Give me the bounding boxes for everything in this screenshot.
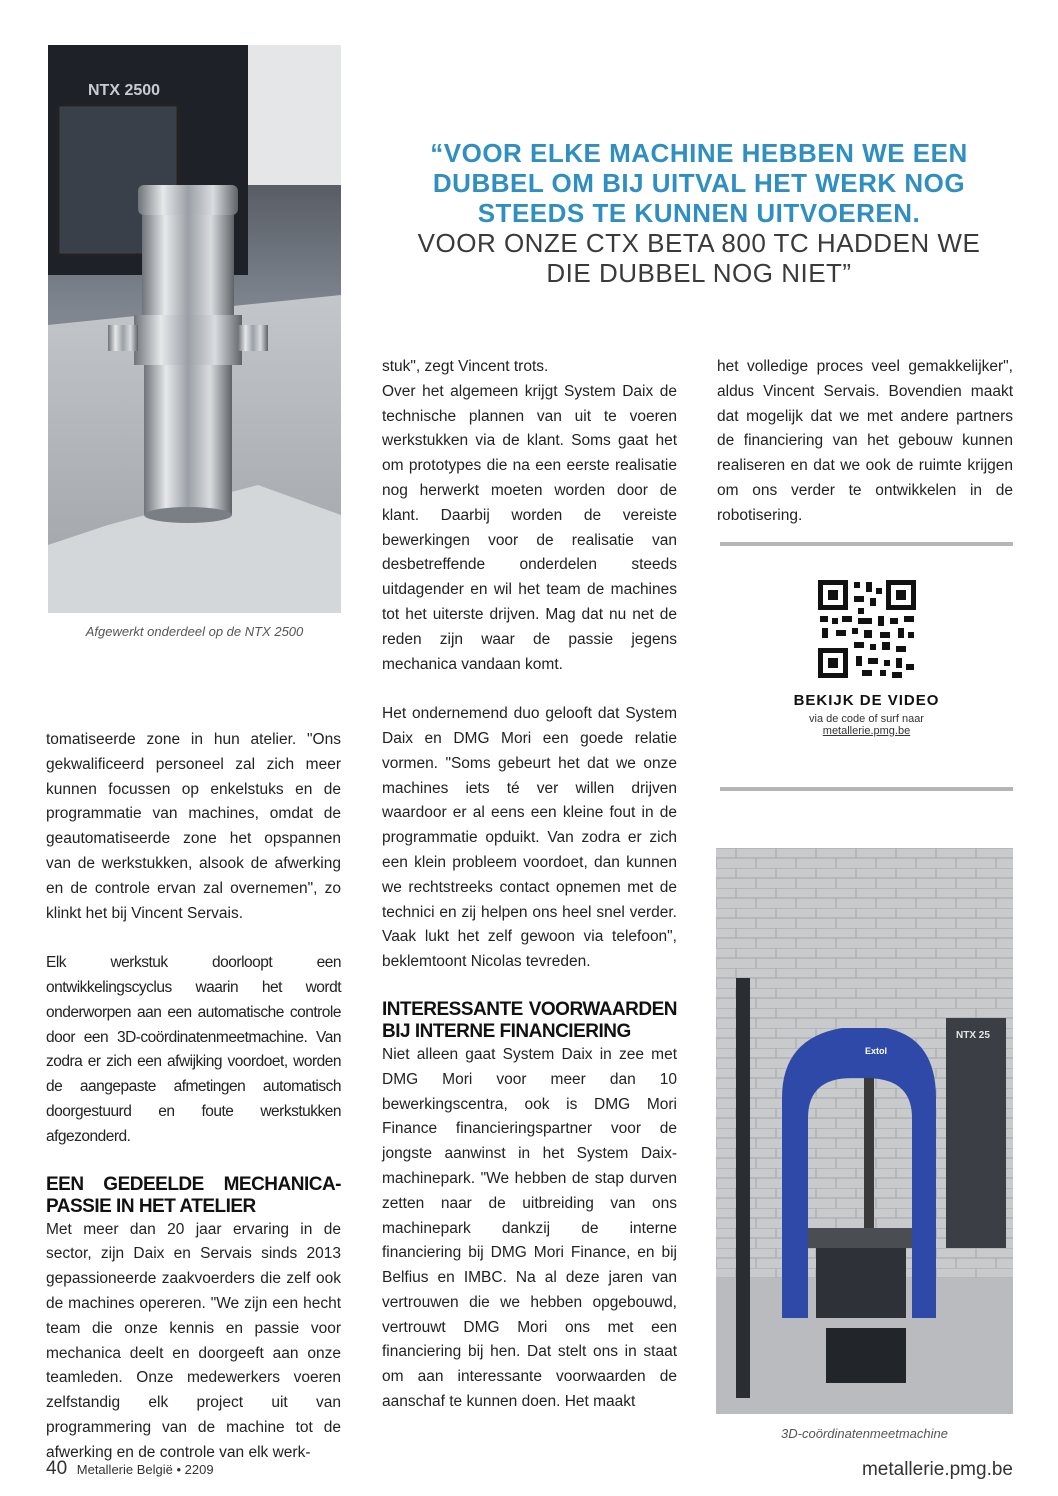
brand-label: Extol (864, 1046, 888, 1056)
page-number: 40 (46, 1458, 68, 1479)
photo-caption-right: 3D-coördinatenmeetmachine (781, 1426, 948, 1441)
video-title: BEKIJK DE VIDEO (793, 692, 940, 709)
machined-part-illustration (48, 45, 341, 613)
col1-paragraph-1: tomatiseerde zone in hun atelier. "Ons gekwalificeerd personeel zal zich meer kunnen focussen op enkelstuks en de programmatie van machines, omdat de geautomatiseerde zone het opspannen van de werkstukken, alsook de afwerking en de controle ervan zal overnemen", zo klinkt het bij Vincent Servais. (46, 731, 341, 922)
column-2 (382, 355, 677, 1415)
machine-label: NTX 2500 (88, 82, 161, 99)
col1-paragraph-2: Elk werkstuk doorloopt een ontwikkelingscyclus waarin het wordt onderworpen aan een automatische controle door een 3D-coördinatenmeetmachine. Van zodra er zich een afwijking voordoet, worden de aangepaste afmetingen automatisch doorgestuurd en foute werkstukken afgezonderd. (46, 954, 341, 1145)
footer-left (46, 1458, 214, 1480)
pull-quote-bold: “VOOR ELKE MACHINE HEBBEN WE EEN DUBBEL OM BIJ UITVAL HET WERK NOG STEEDS TE KUNNEN UITVOEREN. (430, 138, 968, 228)
video-link[interactable]: metallerie.pmg.be (822, 725, 911, 737)
photo-caption-left: Afgewerkt onderdeel op de NTX 2500 (85, 624, 304, 639)
pull-quote (400, 138, 998, 288)
col2-paragraph-4: Niet alleen gaat System Daix in zee met DMG Mori voor meer dan 10 bewerkingscentra, ook is DMG Mori Finance financieringspartner voor de jongste aanwinst in het System Daix-machinepark. "We hebben de stap durven zetten naar de uitbreiding van ons machinepark dankzij de interne financiering bij DMG Mori Finance, en bij Belfius en IMBC. Na al deze jaren van vertrouwen die we hebben opgebouwd, vertrouwt DMG Mori ons met een financiering bij hen. Dat stelt ons in staat om aan interessante voorwaarden de aanschaf te kunnen doen. Het maakt (382, 1045, 677, 1411)
publication-name: Metallerie België • 2209 (76, 1462, 214, 1477)
qr-code-icon (818, 580, 916, 678)
divider-top (720, 542, 1013, 546)
divider-bottom (720, 787, 1013, 791)
col1-paragraph-3: Met meer dan 20 jaar ervaring in de sector, zijn Daix en Servais sinds 2013 gepassioneerde zaakvoerders die zelf ook de machines opereren. "We zijn een hecht team die onze kennis en passie voor mechanica deelt en doorgeeft aan onze teamleden. Onze medewerkers voeren zelfstandig elk project uit van programmering van de machine tot de afwerking en de controle van elk werk- (46, 1220, 341, 1461)
photo-machined-part (48, 45, 341, 613)
pull-quote-normal: VOOR ONZE CTX BETA 800 TC HADDEN WE DIE DUBBEL NOG NIET” (417, 228, 981, 288)
video-box-text (720, 692, 1013, 737)
column-1 (46, 728, 341, 1466)
cmm-machine-illustration (716, 848, 1013, 1414)
side-label: NTX 25 (956, 1030, 990, 1041)
col3-paragraph-1: het volledige proces veel gemakkelijker", aldus Vincent Servais. Bovendien maakt dat mogelijk dat we met andere partners de financiering van het gebouw kunnen realiseren en dat we ook de ruimte krijgen om ons verder te ontwikkelen in de robotisering. (717, 358, 1013, 524)
col1-heading: EEN GEDEELDE MECHANICA-PASSIE IN HET ATELIER (46, 1173, 341, 1217)
col2-paragraph-3: Het ondernemend duo gelooft dat System Daix en DMG Mori een goede relatie vormen. "Soms gebeurt het dat we onze machines iets té ver willen drijven waardoor er al eens een kleine fout in de programmatie opduikt. Van zodra er zich een klein probleem voordoet, dan kunnen we rechtstreeks contact opnemen met de technici en zij helpen ons heel snel verder. Vaak lukt het zelf gewoon via telefoon", beklemtoont Nicolas tevreden. (382, 705, 677, 971)
footer-website[interactable]: metallerie.pmg.be (861, 1459, 1013, 1480)
video-subtitle: via de code of surf naar (809, 713, 924, 725)
col2-heading: INTERESSANTE VOORWAARDEN BIJ INTERNE FINANCIERING (382, 998, 677, 1042)
photo-cmm-machine (716, 848, 1013, 1414)
qr-code[interactable] (818, 580, 916, 678)
col2-paragraph-1: stuk", zegt Vincent trots. (382, 358, 549, 375)
col2-paragraph-2: Over het algemeen krijgt System Daix de technische plannen van uit te voeren werkstukken via de klant. Soms gaat het om prototypes die na een eerste realisatie nog herwerkt moeten worden door de klant. Daarbij worden de vereiste bewerkingen voor de realisatie van desbetreffende onderdelen steeds uitdagender en wil het team de machines tot het uiterste drijven. Mag dat nu net de reden zijn waar de passie jegens mechanica vandaan komt. (382, 382, 677, 673)
column-3 (717, 355, 1013, 529)
